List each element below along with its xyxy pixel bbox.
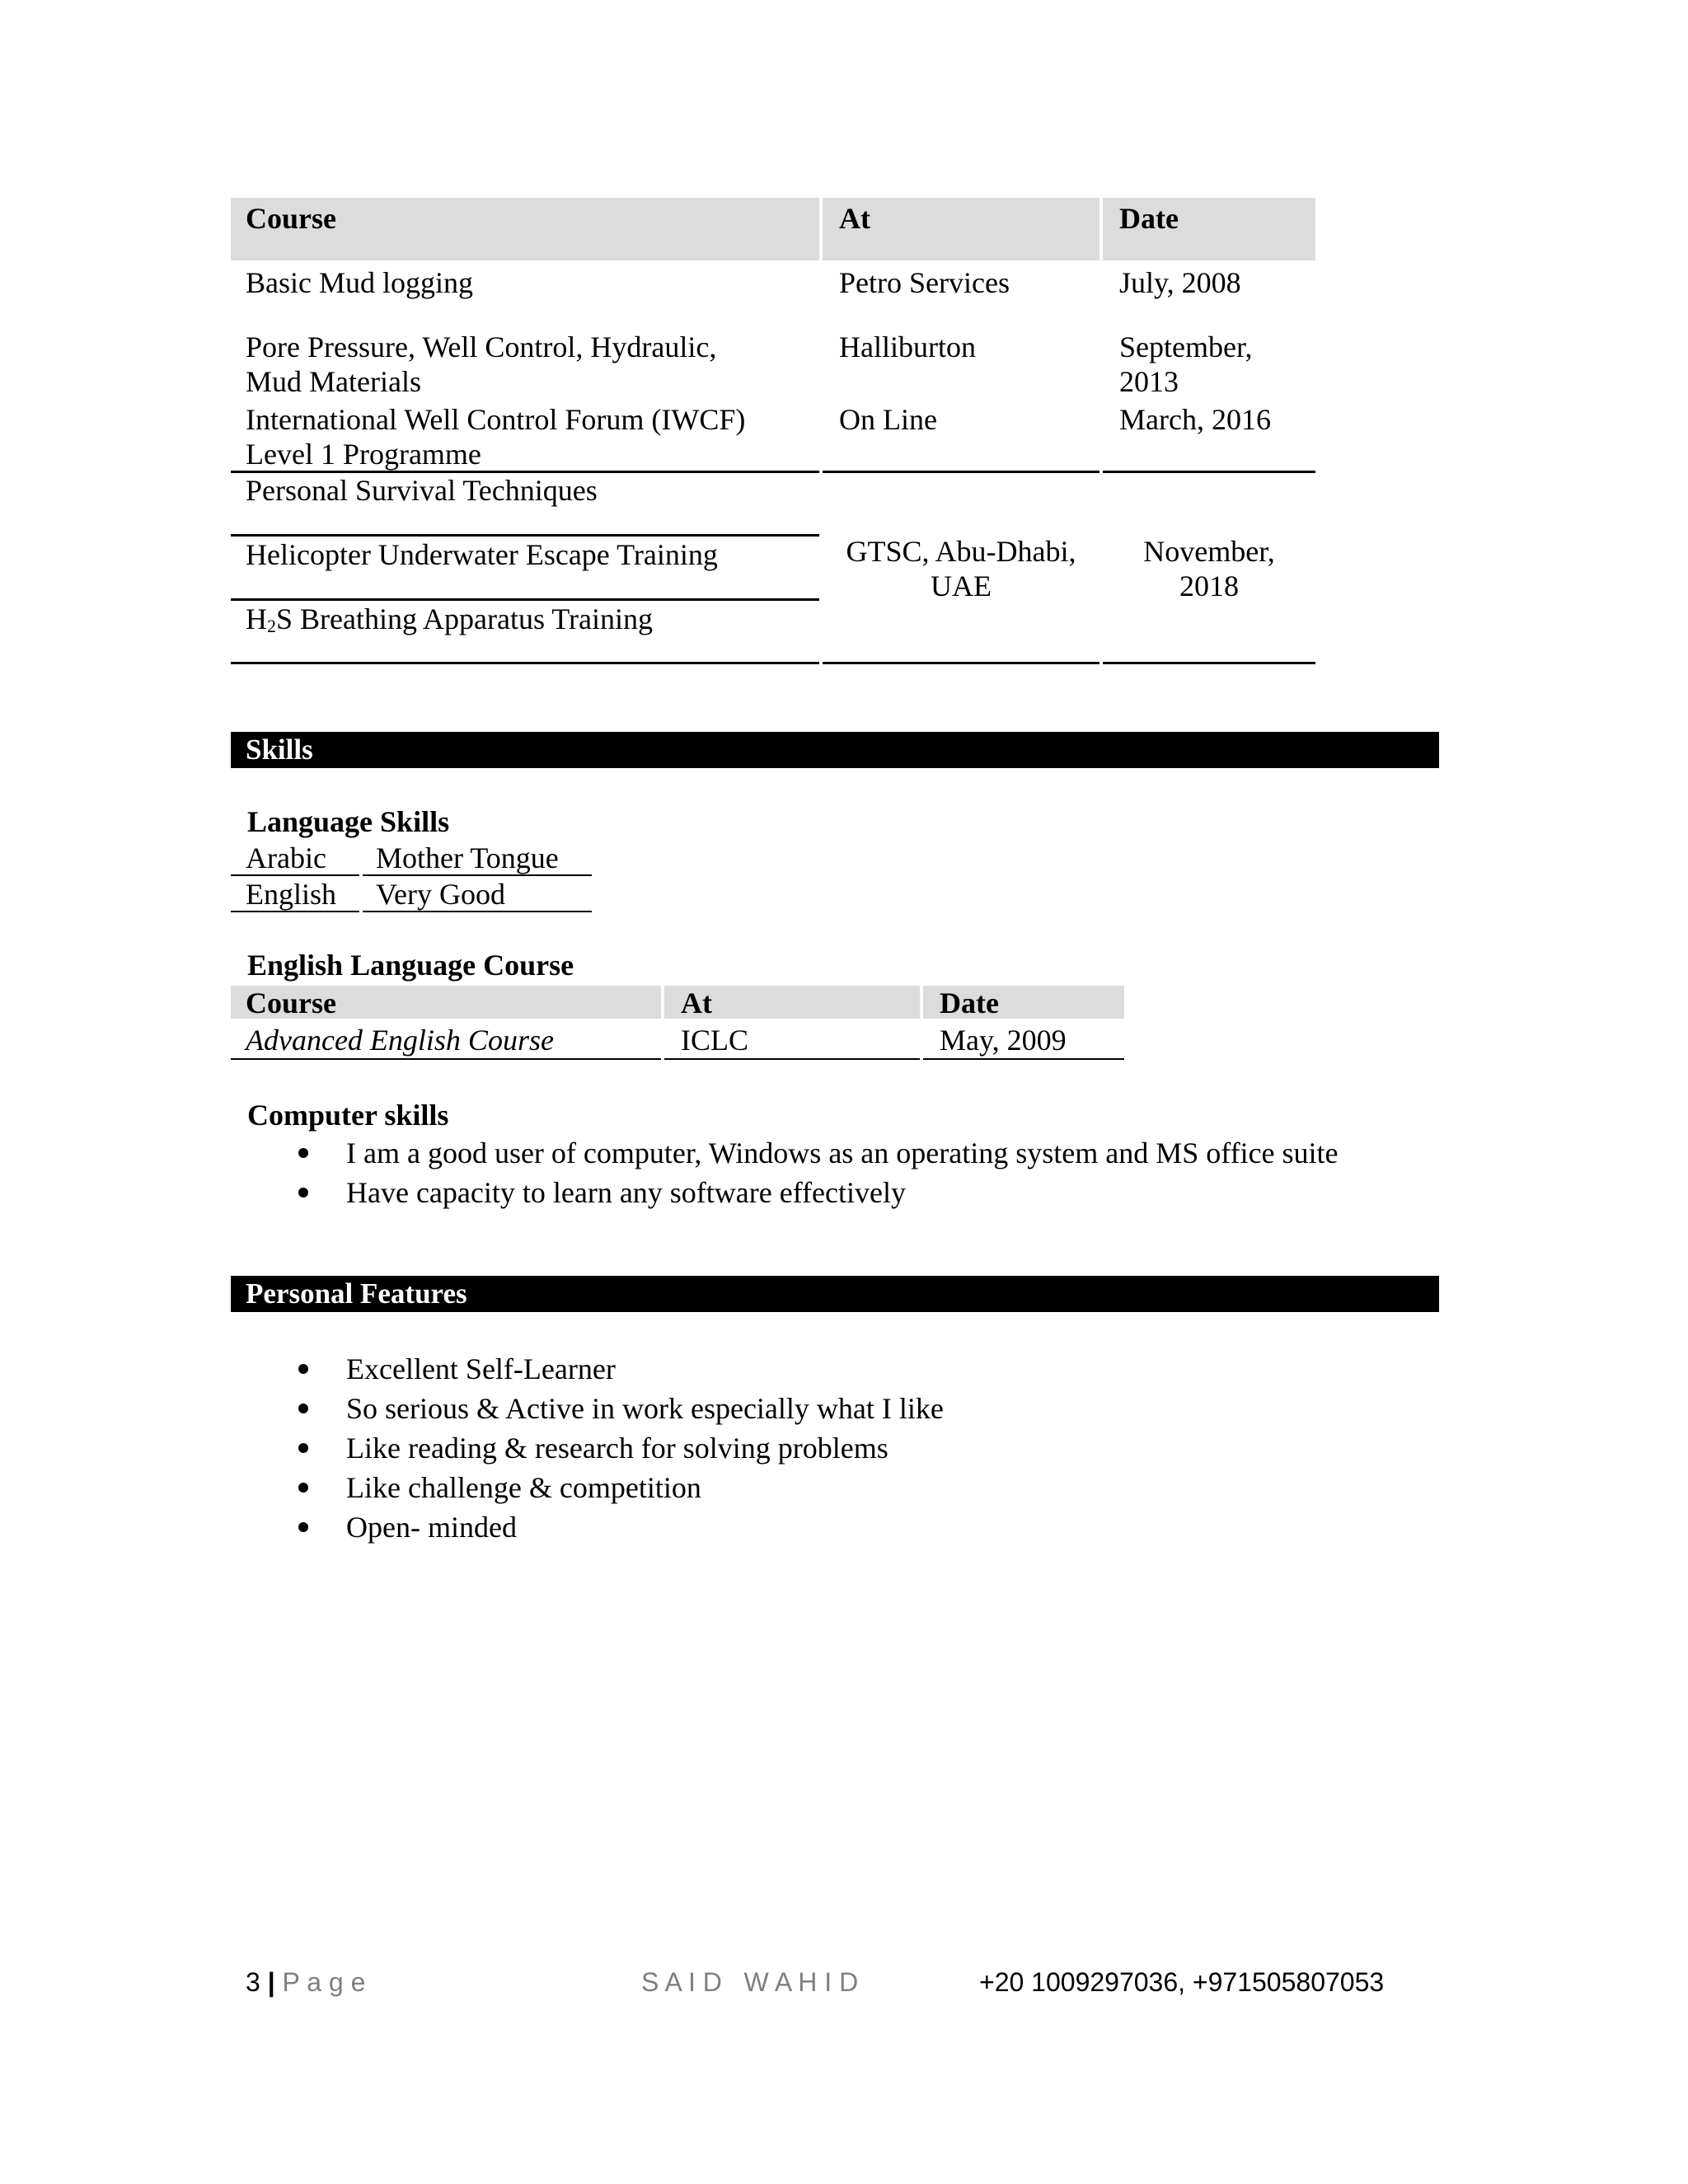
row1-course: Basic Mud logging: [246, 266, 473, 299]
table-rule: [231, 911, 359, 912]
group-date-line2: 2018: [1179, 569, 1239, 602]
bullet-icon: [298, 1443, 308, 1453]
table-rule: [363, 874, 592, 876]
table-rule: [1103, 471, 1315, 473]
english-course-name: Advanced English Course: [246, 1024, 554, 1057]
header-date: Date: [1119, 202, 1179, 235]
table-rule: [1103, 662, 1315, 664]
list-item: Open- minded: [346, 1511, 517, 1544]
row1-date: July, 2008: [1119, 266, 1241, 299]
row3-date: March, 2016: [1119, 403, 1271, 436]
list-item: Like challenge & competition: [346, 1471, 701, 1504]
row3-course-line2: Level 1 Programme: [246, 438, 481, 471]
table-rule: [664, 1058, 920, 1060]
table-rule: [923, 1058, 1124, 1060]
header-at: At: [681, 987, 712, 1019]
language-skills-title: Language Skills: [247, 805, 450, 838]
page-separator: |: [267, 1967, 275, 1997]
table-rule: [231, 534, 819, 537]
language-name: Arabic: [246, 841, 326, 874]
row2-date-line1: September,: [1119, 330, 1253, 363]
row1-at: Petro Services: [839, 266, 1010, 299]
group-at-line1: GTSC, Abu-Dhabi,: [846, 535, 1076, 568]
group-course-3: $H_2S$ Breathing Apparatus Training: [246, 602, 653, 636]
row3-course-line1: International Well Control Forum (IWCF): [246, 403, 746, 436]
bullet-icon: [298, 1364, 308, 1374]
skills-title: Skills: [246, 733, 313, 766]
footer-name: S A I D W A H I D: [641, 1967, 859, 1997]
table-rule: [231, 662, 819, 664]
skills-section-header: [231, 732, 1439, 768]
list-item: So serious & Active in work especially what I like: [346, 1392, 944, 1425]
list-item: Like reading & research for solving problems: [346, 1432, 889, 1465]
page-number: [246, 1966, 365, 1998]
header-date: Date: [940, 987, 999, 1019]
english-course-title: English Language Course: [247, 949, 574, 982]
list-item: Excellent Self-Learner: [346, 1352, 616, 1385]
row2-course-line1: Pore Pressure, Well Control, Hydraulic,: [246, 330, 717, 363]
group-date-line1: November,: [1143, 535, 1275, 568]
group-course-1: Personal Survival Techniques: [246, 474, 598, 507]
language-name: English: [246, 878, 337, 911]
table-rule: [231, 1058, 661, 1060]
bullet-icon: [298, 1404, 308, 1413]
bullet-icon: [298, 1483, 308, 1493]
group-course-2: Helicopter Underwater Escape Training: [246, 538, 718, 571]
language-level: Very Good: [376, 878, 505, 911]
personal-features-section-header: [231, 1276, 1439, 1312]
computer-skills-title: Computer skills: [247, 1099, 449, 1132]
language-level: Mother Tongue: [376, 841, 559, 874]
header-at: At: [839, 202, 870, 235]
bullet-icon: [298, 1148, 308, 1158]
row2-at: Halliburton: [839, 330, 976, 363]
header-course: Course: [246, 202, 336, 235]
page-num: 3: [246, 1967, 260, 1997]
list-item: I am a good user of computer, Windows as an operating system and MS office suite: [346, 1137, 1339, 1169]
table-rule: [823, 662, 1100, 664]
table-rule: [823, 471, 1100, 473]
list-item: Have capacity to learn any software effectively: [346, 1176, 906, 1209]
table-rule: [231, 874, 359, 876]
header-course: Course: [246, 987, 336, 1019]
footer-phones: +20 1009297036, +971505807053: [979, 1967, 1385, 1997]
row3-at: On Line: [839, 403, 937, 436]
group-at-line2: UAE: [931, 569, 992, 602]
english-course-at: ICLC: [681, 1024, 749, 1057]
personal-features-title: Personal Features: [246, 1277, 467, 1310]
row2-course-line2: Mud Materials: [246, 365, 421, 398]
bullet-icon: [298, 1188, 308, 1197]
english-course-date: May, 2009: [940, 1024, 1067, 1057]
table-rule: [363, 911, 592, 912]
bullet-icon: [298, 1522, 308, 1532]
page-word: P a g e: [282, 1967, 366, 1997]
row2-date-line2: 2013: [1119, 365, 1179, 398]
table-rule: [231, 598, 819, 601]
